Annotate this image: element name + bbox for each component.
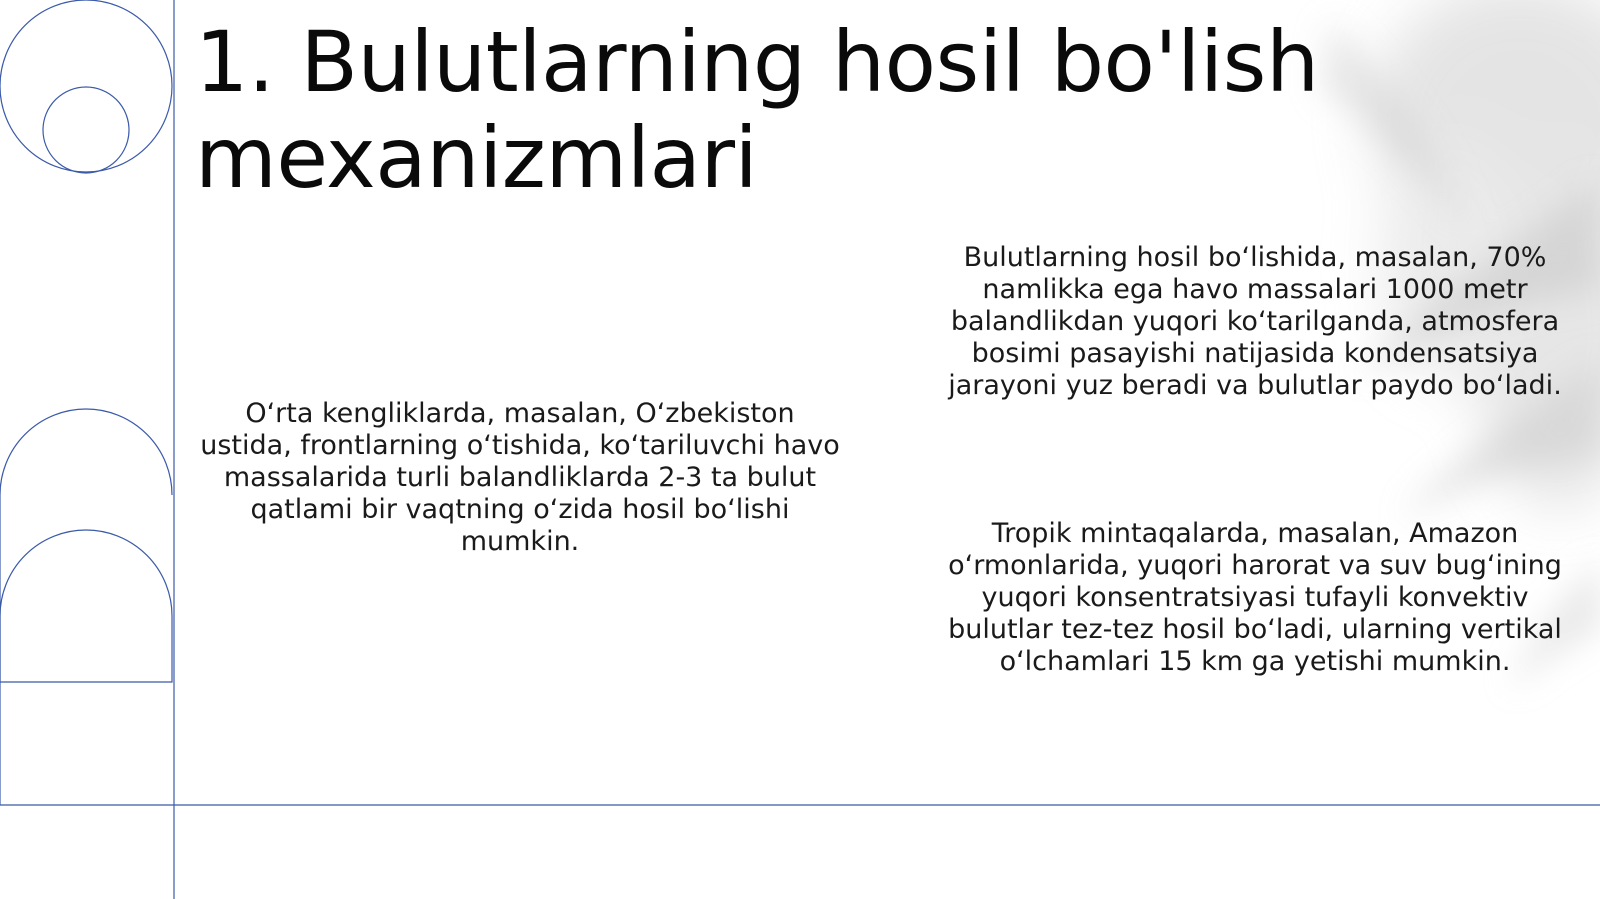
paragraph-right-top: Bulutlarning hosil bo‘lishida, masalan, 70% namlikka ega havo massalari 1000 metr balandlikdan yuqori ko‘tarilganda, atmosfera bosimi pasayishi natijasida kondensatsiya jarayoni yuz beradi va bulutlar paydo bo‘ladi. xyxy=(948,242,1562,401)
small-circle-icon xyxy=(43,87,129,173)
paragraph-right-bottom: Tropik mintaqalarda, masalan, Amazon o‘rmonlarida, yuqori harorat va suv bug‘ining yuqori konsentratsiyasi tufayli konvektiv bulutlar tez-tez hosil bo‘ladi, ularning vertikal o‘lchamlari 15 km ga yetishi mumkin. xyxy=(948,518,1562,677)
large-circle-icon xyxy=(0,0,172,172)
slide-title: 1. Bulutlarning hosil bo'lish mexanizmlari xyxy=(195,13,1319,207)
paragraph-left: O‘rta kengliklarda, masalan, O‘zbekiston ustida, frontlarning o‘tishida, ko‘tariluvchi havo massalarida turli balandliklarda 2-3 ta bulut qatlami bir vaqtning o‘zida hosil bo‘lishi mumkin. xyxy=(200,398,840,557)
upper-arch-icon xyxy=(0,409,172,495)
lower-arch-icon xyxy=(0,530,172,682)
